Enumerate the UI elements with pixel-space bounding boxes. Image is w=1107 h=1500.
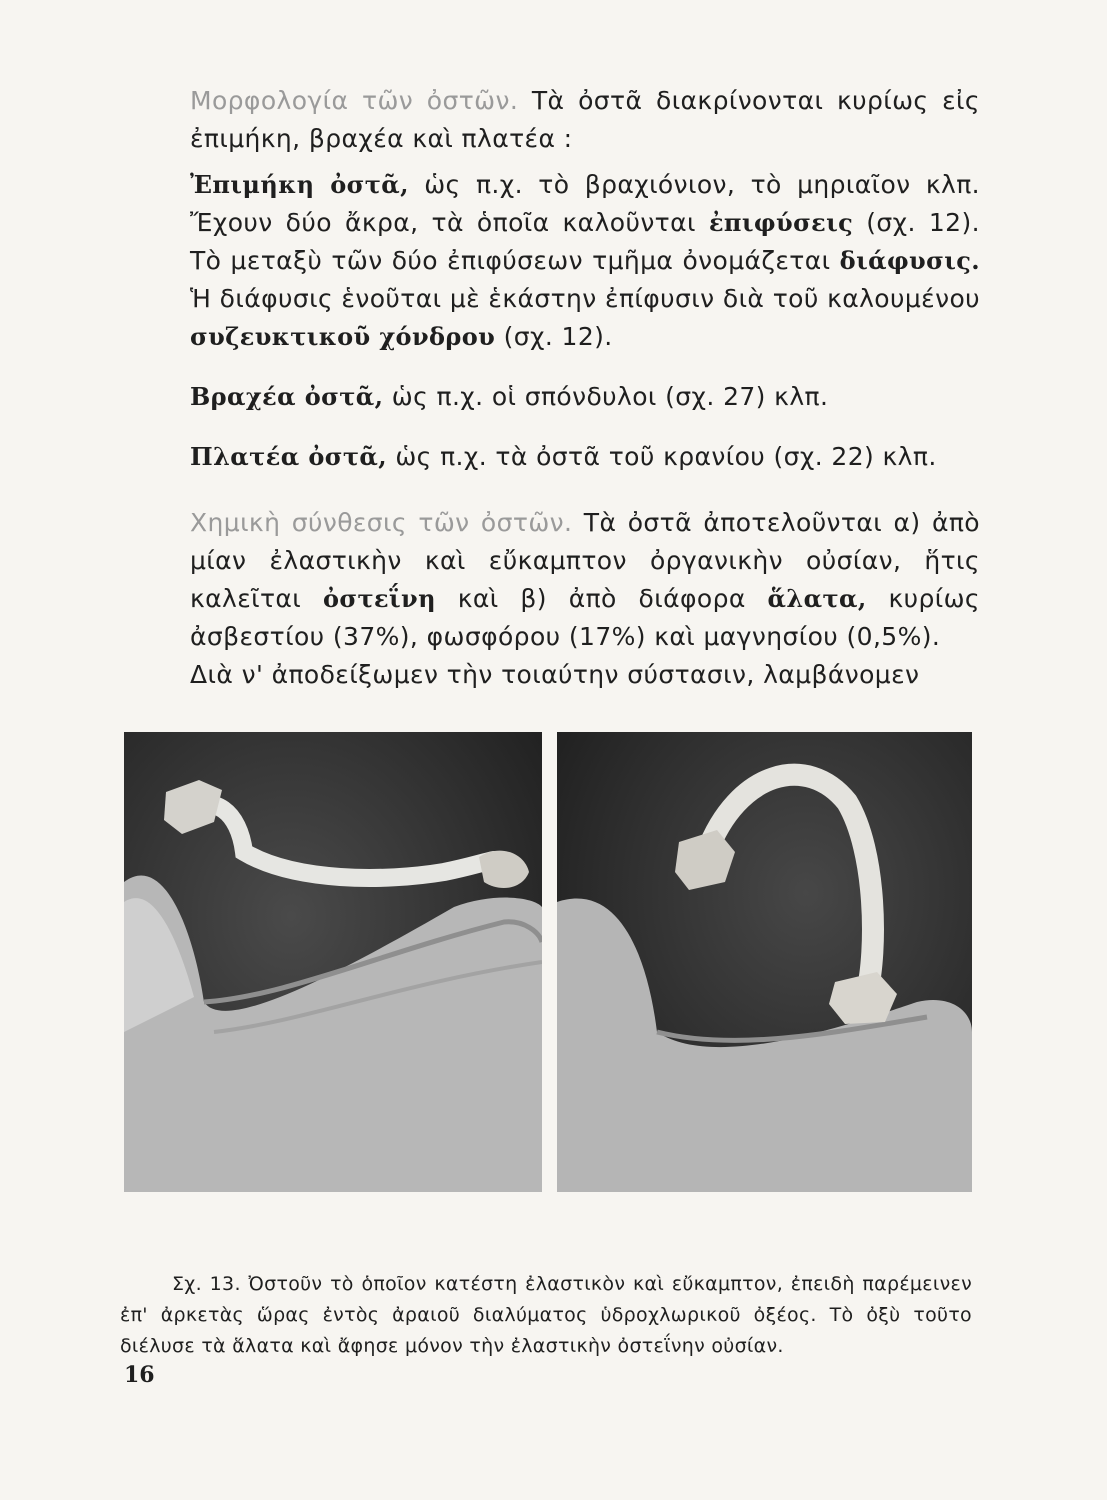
morphology-text: Τὰ ὀστᾶ διακρίνονται κυρίως εἰς ἐπιμήκη, βραχέα καὶ πλατέα : — [190, 86, 980, 153]
paragraph-morphology — [190, 82, 980, 158]
term-cartilage: συζευκτικοῦ χόνδρου — [190, 322, 496, 351]
page-number: 16 — [124, 1362, 155, 1388]
long-bones-text-3: Ἡ διάφυσις ἑνοῦται μὲ ἑκάστην ἐπίφυσιν διὰ τοῦ καλουμένου — [190, 284, 980, 313]
body-text — [190, 82, 980, 694]
long-bones-text-1: ὡς π.χ. τὸ βραχιόνιον, τὸ μηριαῖον κλπ. Ἔχουν δύο ἄκρα, τὰ ὁποῖα καλοῦνται — [190, 170, 981, 237]
flat-bones-text: ὡς π.χ. τὰ ὀστᾶ τοῦ κρανίου (σχ. 22) κλπ. — [387, 442, 937, 471]
demonstration-text: Διὰ ν' ἀποδείξωμεν τὴν τοιαύτην σύστασιν, λαμβάνομεν — [190, 660, 920, 689]
photo-bent-bone-left — [124, 732, 542, 1192]
bone-hand-photo-left — [124, 732, 542, 1192]
term-ossein: ὀστεΐνη — [322, 584, 436, 613]
term-diaphysis: διάφυσις. — [839, 246, 980, 275]
photo-bent-bone-right — [557, 732, 972, 1192]
long-bones-text-4: (σχ. 12). — [495, 322, 613, 351]
section-heading-chemistry: Χημικὴ σύνθεσις τῶν ὀστῶν. — [190, 508, 573, 537]
paragraph-long-bones — [190, 166, 980, 356]
long-bones-text-2: (σχ. 12). Τὸ μεταξὺ τῶν δύο ἐπιφύσεων τμῆμα ὀνομάζεται — [190, 208, 980, 275]
chem-text-2: καὶ β) ἀπὸ διάφορα — [435, 584, 768, 613]
bone-hand-photo-right — [557, 732, 972, 1192]
term-short-bones: Βραχέα ὀστᾶ, — [190, 382, 384, 411]
section-heading-morphology: Μορφολογία τῶν ὀστῶν. — [190, 86, 519, 115]
chem-text-1: Τὰ ὀστᾶ ἀποτελοῦνται α) ἀπὸ μίαν ἐλαστικὴν καὶ εὔκαμπτον ὀργανικὴν οὐσίαν, ἥτις καλεῖται — [190, 508, 980, 613]
term-long-bones: Ἐπιμήκη ὀστᾶ, — [190, 170, 409, 199]
paragraph-chemical-composition — [190, 504, 980, 656]
paragraph-short-bones — [190, 378, 980, 416]
paragraph-flat-bones — [190, 438, 980, 476]
paragraph-demonstration — [190, 656, 980, 694]
chem-text-3: κυρίως ἀσβεστίου (37%), φωσφόρου (17%) καὶ μαγνησίου (0,5%). — [190, 584, 981, 651]
term-epiphyses: ἐπιφύσεις — [708, 208, 854, 237]
figure-caption: Σχ. 13. Ὀστοῦν τὸ ὁποῖον κατέστη ἐλαστικὸν καὶ εὔκαμπτον, ἐπειδὴ παρέμεινεν ἐπ' ἀρκετὰς ὥρας ἐντὸς ἀραιοῦ διαλύματος ὑδροχλωρικοῦ ὀξέος. Τὸ ὀξὺ τοῦτο διέλυσε τὰ ἅλατα καὶ ἄφησε μόνον τὴν ἐλαστικὴν ὀστεΐνην οὐσίαν. — [120, 1273, 972, 1357]
term-flat-bones: Πλατέα ὀστᾶ, — [190, 442, 387, 471]
short-bones-text: ὡς π.χ. οἱ σπόνδυλοι (σχ. 27) κλπ. — [383, 382, 829, 411]
term-salts: ἅλατα, — [767, 584, 867, 613]
